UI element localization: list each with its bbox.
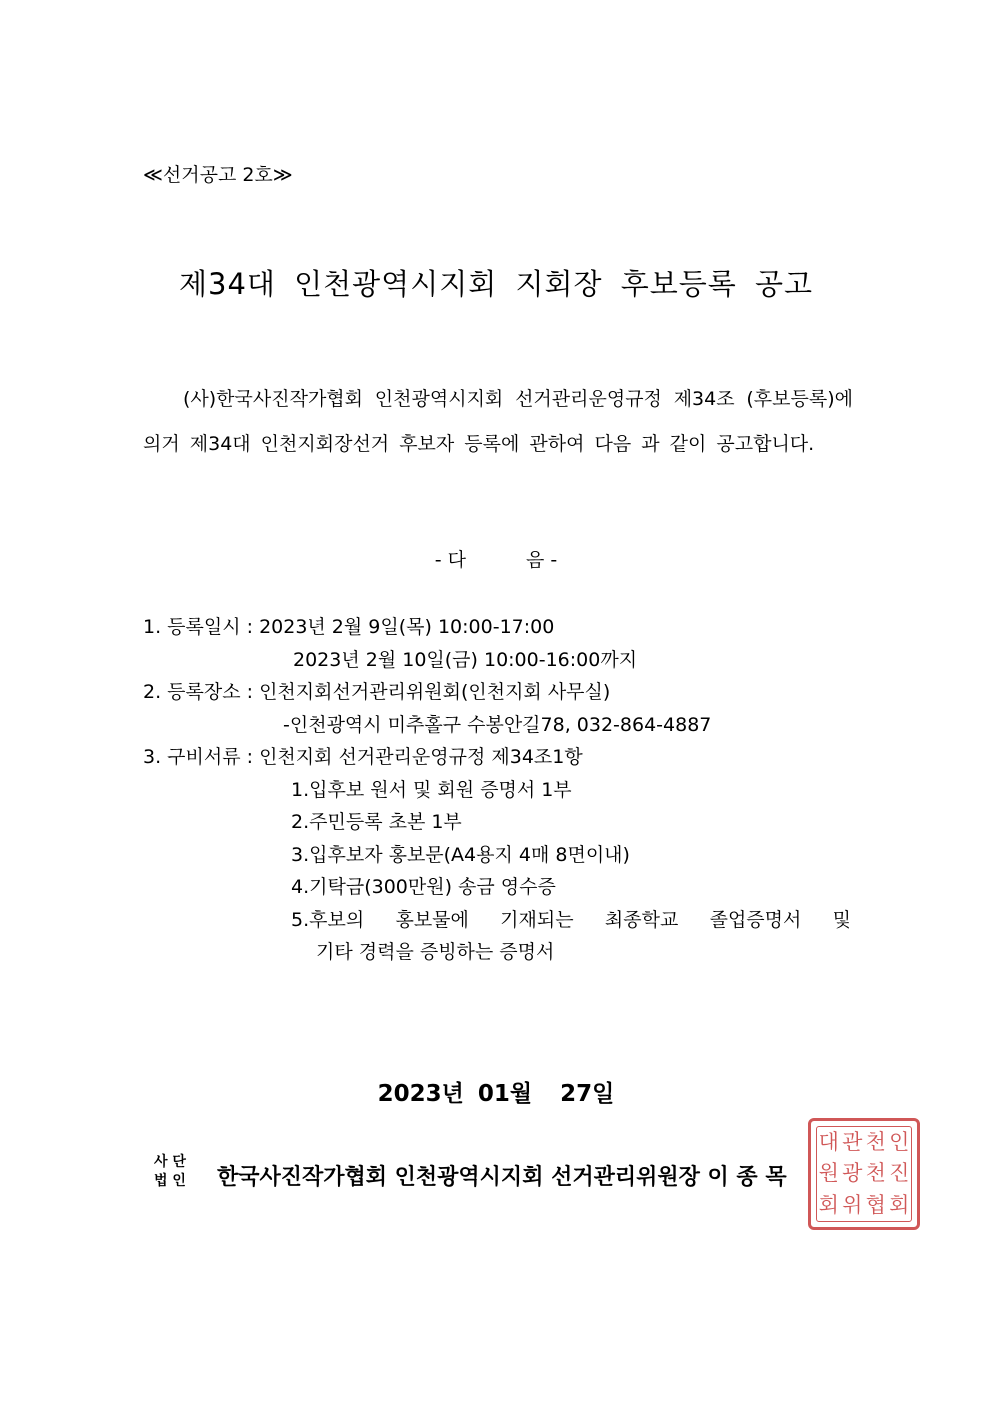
list-item: 2.주민등록 초본 1부 — [291, 811, 462, 833]
seal-character: 인 — [889, 1130, 910, 1155]
seal-character: 위 — [842, 1192, 863, 1217]
list-item: 4.기탁금(300만원) 송금 영수증 — [291, 876, 556, 898]
list-item: 5.후보의 홍보물에 기재되는 최종학교 졸업증명서 및 — [291, 909, 851, 931]
seal-character: 협 — [865, 1192, 886, 1217]
seal-character: 관 — [842, 1130, 863, 1155]
body-line-1: (사)한국사진작가협회 인천광역시지회 선거관리운영규정 제34조 — [183, 388, 735, 410]
section-heading — [0, 545, 992, 572]
list-item: 2. 등록장소 : 인천지회선거관리위원회(인천지회 사무실) — [143, 681, 611, 703]
body-paragraph — [143, 377, 853, 467]
list-item: -인천광역시 미추홀구 수봉안길78, 032-864-4887 — [283, 714, 712, 736]
page-title: 제34대 인천광역시지회 지회장 후보등록 공고 — [178, 267, 814, 301]
heading-left: - 다 — [434, 549, 466, 571]
prefix-bottom: 법 인 — [154, 1173, 186, 1189]
seal-character: 대 — [818, 1130, 839, 1155]
signature-line: 한국사진작가협회 인천광역시지회 선거관리위원장 이 종 목 — [217, 1165, 787, 1190]
body-line-2: (후보등록)에 의거 제34대 인천지회장선거 후보자 등록에 관하여 다음 — [143, 388, 853, 455]
seal-character: 천 — [865, 1161, 886, 1186]
notice-number: ≪선거공고 2호≫ — [143, 164, 293, 186]
seal-character: 원 — [818, 1161, 839, 1186]
official-seal-stamp — [808, 1118, 920, 1230]
seal-inner-border — [816, 1126, 912, 1222]
prefix-top: 사 단 — [154, 1154, 186, 1170]
seal-character: 회 — [818, 1192, 839, 1217]
seal-character: 진 — [889, 1161, 910, 1186]
seal-character: 광 — [842, 1161, 863, 1186]
corporate-prefix — [150, 1153, 190, 1191]
list-item: 1.입후보 원서 및 회원 증명서 1부 — [291, 779, 572, 801]
body-line-3: 과 같이 공고합니다. — [641, 433, 815, 455]
list-item: 2023년 2월 10일(금) 10:00-16:00까지 — [293, 649, 638, 671]
list-item: 기타 경력을 증빙하는 증명서 — [316, 941, 555, 963]
seal-character: 회 — [889, 1192, 910, 1217]
list-item: 3.입후보자 홍보문(A4용지 4매 8면이내) — [291, 844, 630, 866]
seal-character: 천 — [865, 1130, 886, 1155]
list-item: 1. 등록일시 : 2023년 2월 9일(목) 10:00-17:00 — [143, 616, 555, 638]
list-item: 3. 구비서류 : 인천지회 선거관리운영규정 제34조1항 — [143, 746, 583, 768]
heading-right: 음 - — [526, 549, 558, 571]
notice-date: 2023년 01월 27일 — [377, 1081, 615, 1107]
